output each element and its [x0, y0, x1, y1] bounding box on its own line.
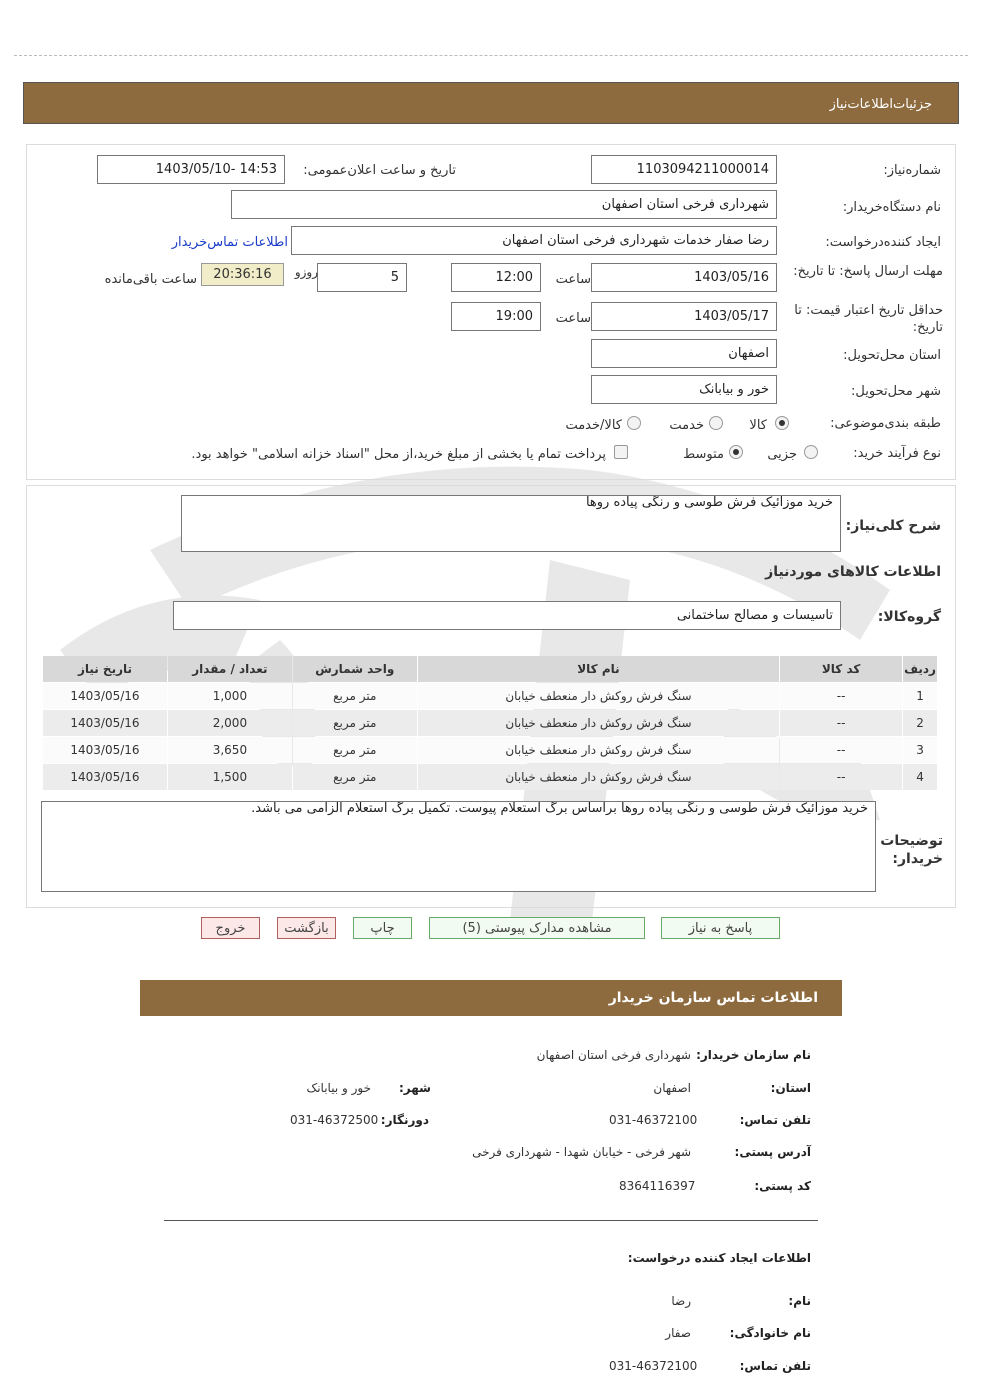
col-qty-header: تعداد / مقدار	[168, 656, 292, 682]
page-header	[23, 82, 959, 124]
cell-qty: 1,500	[168, 764, 292, 790]
creator-phone-label: تلفن تماس:	[739, 1359, 811, 1373]
announce-field: 1403/05/10- 14:53	[97, 155, 285, 184]
days-label: روزو	[294, 265, 318, 279]
category-radio-both[interactable]	[627, 416, 641, 430]
deadline-date-field: 1403/05/16	[591, 263, 777, 292]
cell-code: --	[780, 764, 902, 790]
back-button[interactable]: بازگشت	[277, 917, 336, 939]
buyer-org-label: نام دستگاەخریدار:	[842, 200, 941, 215]
print-button[interactable]: چاپ	[353, 917, 412, 939]
contact-divider	[164, 1220, 818, 1221]
cell-code: --	[780, 737, 902, 763]
contact-address-label: آدرس پستی:	[734, 1145, 811, 1159]
buyer-notes-label: توضیحات خریدار:	[880, 833, 943, 867]
cell-row: 1	[903, 683, 937, 709]
deadline-label: مهلت ارسال پاسخ: تا تاریخ:	[793, 264, 943, 279]
table-header-row	[43, 656, 937, 682]
buyer-notes-field: خرید موزائیک فرش طوسی و رنگی پیاده روها براساس برگ استعلام پیوست. تکمیل برگ استعلام الزامی می باشد.	[41, 801, 876, 892]
creator-label: ایجاد کنندەدرخواست:	[825, 235, 941, 250]
cell-date: 1403/05/16	[43, 737, 167, 763]
cell-qty: 2,000	[168, 710, 292, 736]
table-row	[43, 710, 937, 736]
province-label: استان محل‌تحویل:	[843, 348, 941, 363]
cell-name: سنگ فرش روکش دار منعطف خیابان	[418, 737, 779, 763]
items-table	[42, 655, 938, 791]
cell-row: 3	[903, 737, 937, 763]
category-label: طبقه بندی‌موضوعی:	[830, 416, 941, 431]
table-row	[43, 683, 937, 709]
contact-org-label: نام سازمان خریدار:	[696, 1048, 811, 1062]
need-number-field: 1103094211000014	[591, 155, 777, 184]
city-field: خور و بیابانک	[591, 375, 777, 404]
validity-time-label: ساعت	[555, 311, 591, 326]
cell-date: 1403/05/16	[43, 764, 167, 790]
col-row-header: ردیف	[903, 656, 937, 682]
creator-family-label: نام خانوادگی:	[729, 1326, 811, 1340]
reply-button[interactable]: پاسخ به نیاز	[661, 917, 780, 939]
cell-unit: متر مربع	[293, 737, 417, 763]
cell-code: --	[780, 710, 902, 736]
process-radio-medium[interactable]	[729, 445, 743, 459]
contact-phone-label: تلفن تماس:	[739, 1113, 811, 1127]
cell-qty: 1,000	[168, 683, 292, 709]
process-option-minor: جزیی	[767, 447, 797, 462]
col-name-header: نام کالا	[418, 656, 779, 682]
days-field: 5	[317, 263, 407, 292]
contact-province-label: استان:	[770, 1081, 811, 1095]
category-option-goods: کالا	[749, 418, 767, 433]
exit-button[interactable]: خروج	[201, 917, 260, 939]
cell-unit: متر مربع	[293, 764, 417, 790]
buyer-contact-link[interactable]: اطلاعات تماس‌خریدار	[171, 235, 288, 250]
items-table-wrap	[42, 655, 938, 791]
process-radio-minor[interactable]	[804, 445, 818, 459]
group-label: گروەکالا:	[877, 609, 941, 625]
cell-row: 2	[903, 710, 937, 736]
table-row	[43, 737, 937, 763]
contact-title: اطلاعات تماس سازمان خریدار	[608, 990, 818, 1006]
contact-fax-label: دورنگار:	[380, 1113, 429, 1127]
cell-unit: متر مربع	[293, 710, 417, 736]
validity-date-field: 1403/05/17	[591, 302, 777, 331]
category-radio-goods[interactable]	[775, 416, 789, 430]
col-code-header: کد کالا	[780, 656, 902, 682]
validity-time-field: 19:00	[451, 302, 541, 331]
cell-code: --	[780, 683, 902, 709]
process-option-medium: متوسط	[683, 447, 724, 462]
creator-info-title: اطلاعات ایجاد کننده درخواست:	[627, 1251, 811, 1265]
contact-province: اصفهان	[653, 1081, 691, 1095]
city-label: شهر محل‌تحویل:	[851, 384, 941, 399]
contact-city-label: شهر:	[399, 1081, 431, 1095]
buyer-org-field: شهرداری فرخی استان اصفهان	[231, 190, 777, 219]
contact-org: شهرداری فرخی استان اصفهان	[536, 1048, 691, 1062]
creator-phone: 031-46372100	[609, 1359, 698, 1373]
cell-name: سنگ فرش روکش دار منعطف خیابان	[418, 764, 779, 790]
remaining-label: ساعت باقی‌مانده	[104, 272, 197, 287]
contact-address: شهر فرخی - خیابان شهدا - شهرداری فرخی	[472, 1145, 691, 1159]
validity-label: حداقل تاریخ اعتبار قیمت: تا تاریخ:	[794, 303, 943, 335]
cell-date: 1403/05/16	[43, 710, 167, 736]
contact-header	[140, 980, 842, 1016]
province-field: اصفهان	[591, 339, 777, 368]
top-divider	[14, 55, 968, 56]
col-date-header: تاریخ نیاز	[43, 656, 167, 682]
cell-qty: 3,650	[168, 737, 292, 763]
creator-field: رضا صفار خدمات شهرداری فرخی استان اصفهان	[291, 226, 777, 255]
group-field: تاسیسات و مصالح ساختمانی	[173, 601, 841, 630]
category-radio-service[interactable]	[709, 416, 723, 430]
category-option-service: خدمت	[669, 418, 704, 433]
payment-note: پرداخت تمام یا بخشی از مبلغ خرید،از محل "اسناد خزانه اسلامی" خواهد بود.	[191, 447, 606, 462]
announce-label: تاریخ و ساعت اعلان‌عمومی:	[303, 163, 456, 178]
page-title: جزئیات‌اطلاعات‌نیاز	[829, 97, 932, 112]
contact-postal: 8364116397	[619, 1179, 696, 1193]
category-option-both: کالا/خدمت	[565, 418, 622, 433]
cell-unit: متر مربع	[293, 683, 417, 709]
remaining-timer: 20:36:16	[201, 263, 284, 286]
goods-info-title: اطلاعات کالاهای موردنیاز	[765, 564, 941, 580]
cell-name: سنگ فرش روکش دار منعطف خیابان	[418, 683, 779, 709]
contact-postal-label: کد پستی:	[754, 1179, 811, 1193]
creator-family: صفار	[665, 1326, 691, 1340]
table-row	[43, 764, 937, 790]
creator-name: رضا	[671, 1294, 691, 1308]
creator-name-label: نام:	[788, 1294, 811, 1308]
summary-field: خرید موزائیک فرش طوسی و رنگی پیاده روها	[181, 495, 841, 552]
process-label: نوع فرآیند خرید:	[853, 446, 941, 461]
contact-city: خور و بیابانک	[306, 1081, 371, 1095]
need-number-label: شمارەنیاز:	[883, 163, 941, 178]
cell-name: سنگ فرش روکش دار منعطف خیابان	[418, 710, 779, 736]
deadline-time-label: ساعت	[555, 272, 591, 287]
col-unit-header: واحد شمارش	[293, 656, 417, 682]
contact-fax: 031-46372500	[290, 1113, 379, 1127]
deadline-time-field: 12:00	[451, 263, 541, 292]
treasury-checkbox[interactable]	[614, 445, 628, 459]
cell-row: 4	[903, 764, 937, 790]
contact-phone: 031-46372100	[609, 1113, 698, 1127]
cell-date: 1403/05/16	[43, 683, 167, 709]
summary-label: شرح کلی‌نیاز:	[845, 518, 941, 534]
attachments-button[interactable]: مشاهده مدارک پیوستی (5)	[429, 917, 645, 939]
